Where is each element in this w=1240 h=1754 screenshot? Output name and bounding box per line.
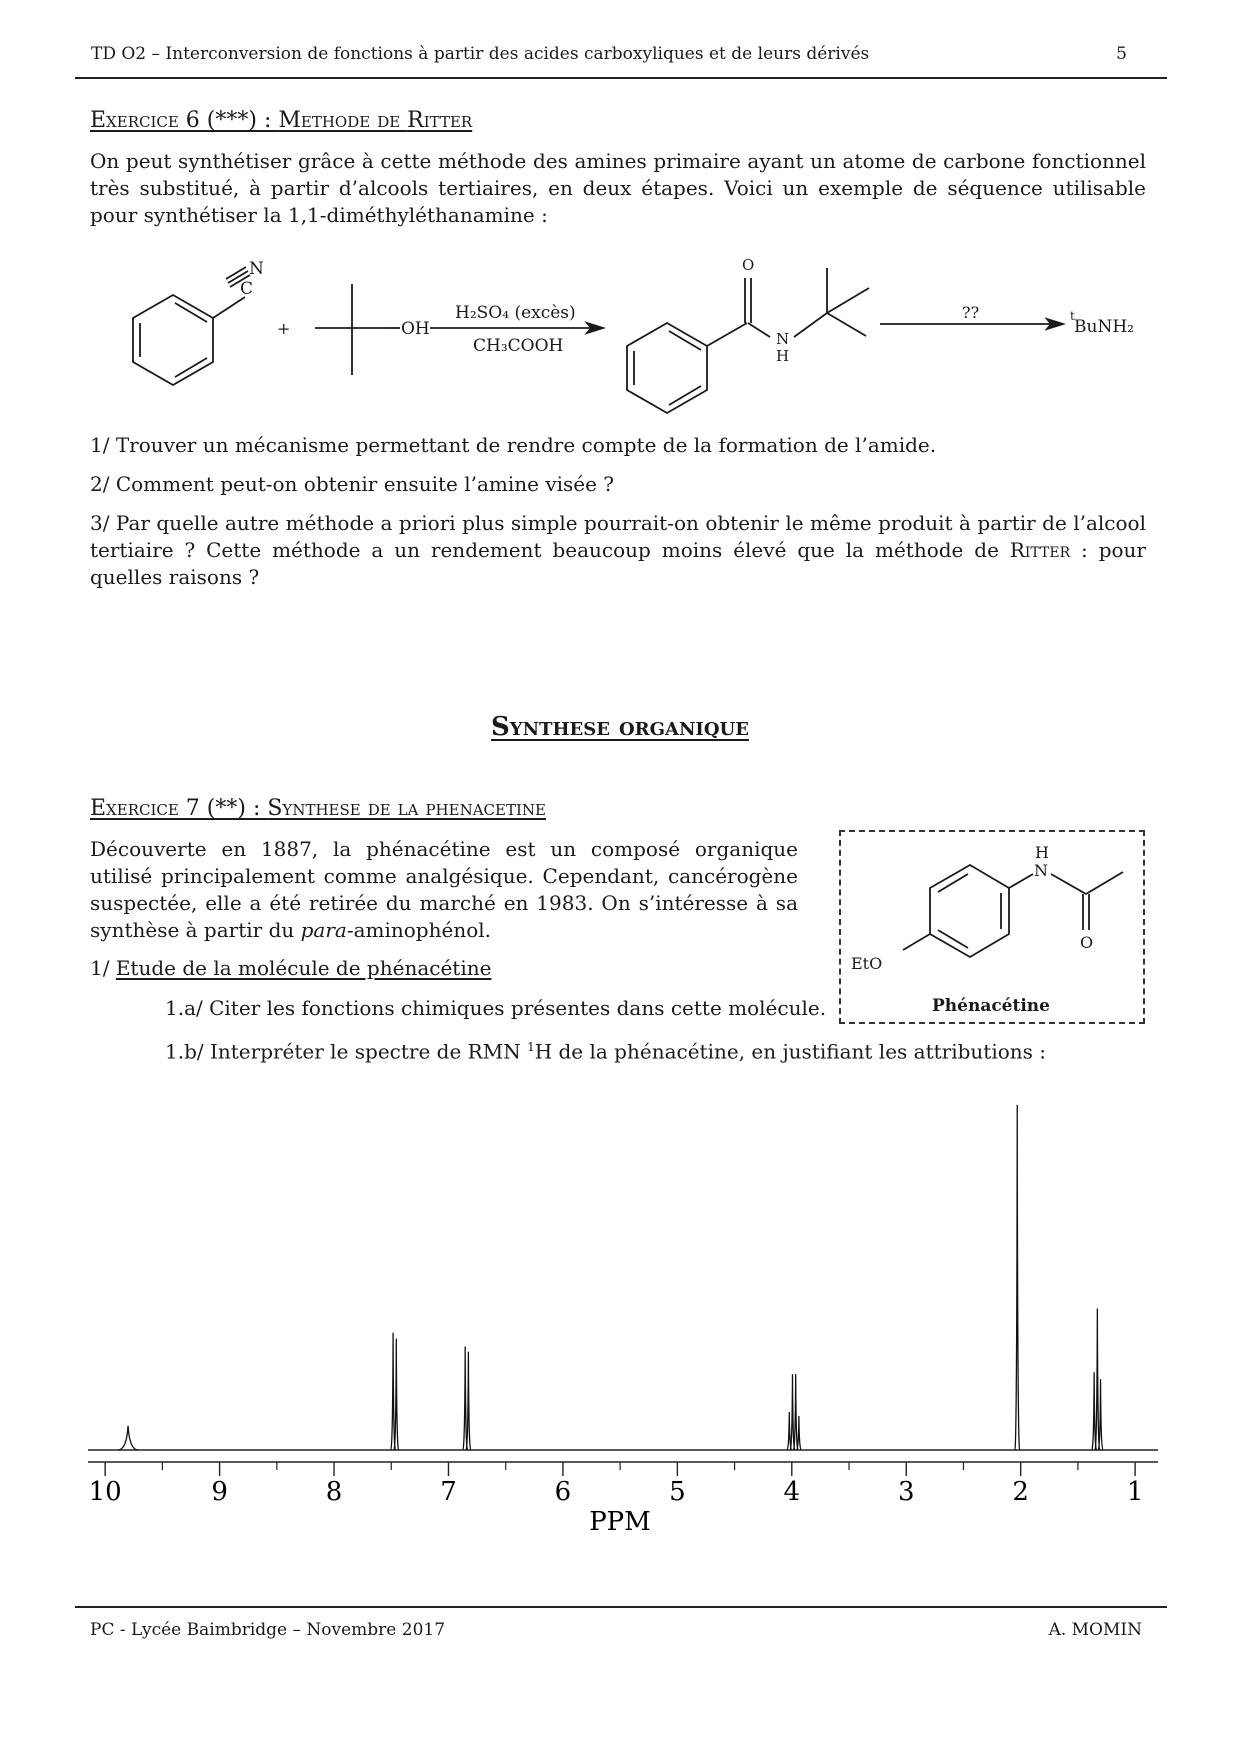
exercise6-title: Exercice 6 (***) : Methode de Ritter	[90, 108, 473, 133]
nitrile-n-label: N	[249, 259, 264, 279]
x-tick-label: 8	[325, 1477, 343, 1507]
x-axis-label: PPM	[589, 1507, 651, 1537]
section-title: Synthese organique	[491, 712, 749, 742]
exercise6-q3: 3/ Par quelle autre méthode a priori plus simple pourrait-on obtenir le même produit à partir de l’alcool tertiaire ? Cette méthode a un rendement beaucoup moins élevé que la méthode de Ritter : pour quelles raisons ?	[90, 511, 1146, 589]
benzene-ring-1	[133, 295, 213, 385]
footer-rule	[75, 1606, 1167, 1608]
phenacetin-n-label: N	[1034, 861, 1048, 880]
reagent-bottom: CH₃COOH	[473, 336, 564, 356]
exercise6-q1: 1/ Trouver un mécanisme permettant de rendre compte de la formation de l’amide.	[90, 433, 937, 457]
phenacetin-box	[839, 830, 1145, 1024]
product-prefix: t	[1070, 309, 1075, 323]
x-tick-label: 7	[440, 1477, 457, 1507]
nmr-peak	[463, 1347, 468, 1451]
page-number: 5	[1116, 44, 1127, 64]
nmr-peak	[466, 1352, 471, 1450]
step2-reagent: ??	[962, 303, 980, 322]
amide-o-label: O	[742, 256, 755, 274]
ritter-scheme	[80, 250, 1160, 420]
x-tick-label: 6	[554, 1477, 572, 1507]
nmr-spectrum	[80, 1090, 1170, 1550]
exercise7-intro: Découverte en 1887, la phénacétine est un composé organique utilisé principalement comme analgésique. Cependant, cancérogène suspectée, elle a été retirée du marché en 1983. On s’intéresse à sa synthèse à partir du para-aminophénol.	[90, 837, 798, 942]
x-tick-label: 3	[897, 1477, 915, 1507]
exercise7-q1a: 1.a/ Citer les fonctions chimiques présentes dans cette molécule.	[165, 996, 827, 1020]
nmr-peak	[1015, 1105, 1020, 1450]
x-tick-label: 1	[1126, 1477, 1144, 1507]
nmr-peak	[118, 1426, 138, 1450]
header-rule	[75, 77, 1167, 79]
x-tick-label: 10	[88, 1477, 122, 1507]
phenacetin-o-label: O	[1080, 933, 1094, 952]
reagent-top: H₂SO₄ (excès)	[455, 303, 576, 323]
exercise7-q1: 1/ Etude de la molécule de phénacétine	[90, 956, 492, 980]
phenacetin-structure	[841, 832, 1143, 1022]
product-label: BuNH₂	[1074, 317, 1134, 337]
exercise7-q1b: 1.b/ Interpréter le spectre de RMN $^1$H de la phénacétine, en justifiant les attributions :	[165, 1039, 1047, 1064]
phenacetin-eto-label: EtO	[851, 954, 883, 973]
nmr-peak	[1095, 1309, 1100, 1450]
nmr-peak	[394, 1339, 399, 1450]
page-header-title: TD O2 – Interconversion de fonctions à partir des acides carboxyliques et de leurs dérivés	[91, 44, 870, 64]
nmr-peak	[391, 1333, 396, 1450]
x-tick-label: 2	[1012, 1477, 1029, 1507]
amide-n-label: N	[776, 330, 790, 348]
nitrile-c-label: C	[240, 279, 254, 299]
x-tick-label: 5	[669, 1477, 686, 1507]
x-tick-label: 4	[783, 1477, 801, 1507]
phenacetin-name: Phénacétine	[932, 996, 1050, 1016]
amide-h-label: H	[776, 347, 790, 365]
exercise6-q2: 2/ Comment peut-on obtenir ensuite l’amine visée ?	[90, 472, 615, 496]
oh-label: OH	[401, 319, 430, 339]
plus-sign: +	[277, 319, 291, 338]
footer-left: PC - Lycée Baimbridge – Novembre 2017	[90, 1620, 446, 1640]
phenacetin-h-label: H	[1035, 843, 1049, 862]
footer-right: A. MOMIN	[1048, 1620, 1142, 1640]
nmr-peak	[793, 1374, 798, 1450]
exercise6-intro: On peut synthétiser grâce à cette méthode des amines primaire ayant un atome de carbone fonctionnel très substitué, à partir d’alcools tertiaires, en deux étapes. Voici un exemple de séquence utilisable pour synthétiser la 1,1-diméthyléthanamine :	[90, 149, 1146, 227]
nmr-peak	[790, 1374, 795, 1450]
x-tick-label: 9	[211, 1477, 228, 1507]
benzene-ring-2	[627, 323, 707, 413]
exercise7-title: Exercice 7 (**) : Synthese de la phenacetine	[90, 796, 546, 821]
